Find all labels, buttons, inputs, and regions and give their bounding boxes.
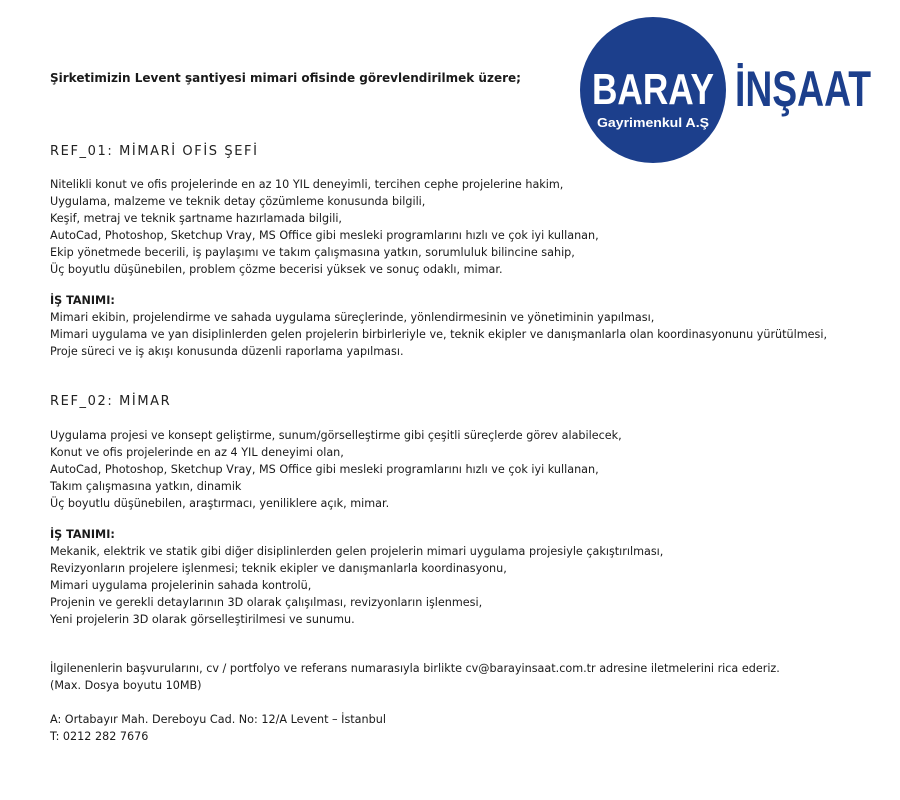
intro-text: Şirketimizin Levent şantiyesi mimari ofisinde görevlendirilmek üzere; <box>50 71 521 85</box>
requirement-line: Uygulama projesi ve konsept geliştirme, sunum/görselleştirme gibi çeşitli süreçlerde görev alabilecek, <box>50 429 622 442</box>
requirement-line: Ekip yönetmede becerili, iş paylaşımı ve takım çalışmasına yatkın, sorumluluk bilincine sahip, <box>50 246 575 259</box>
requirement-line: Üç boyutlu düşünebilen, problem çözme becerisi yüksek ve sonuç odaklı, mimar. <box>50 263 503 276</box>
requirement-line: Uygulama, malzeme ve teknik detay çözümleme konusunda bilgili, <box>50 195 426 208</box>
job-description-heading: İŞ TANIMI: <box>50 528 115 541</box>
job-line: Mimari uygulama projelerinin sahada kontrolü, <box>50 579 312 592</box>
job-line: Mekanik, elektrik ve statik gibi diğer disiplinlerden gelen projelerin mimari uygulama projesiyle çakıştırılması, <box>50 545 664 558</box>
requirement-line: Konut ve ofis projelerinde en az 4 YIL deneyimi olan, <box>50 446 344 459</box>
requirement-line: Takım çalışmasına yatkın, dinamik <box>50 480 242 493</box>
address-text: A: Ortabayır Mah. Dereboyu Cad. No: 12/A Levent – İstanbul <box>50 713 386 726</box>
requirement-line: Nitelikli konut ve ofis projelerinde en az 10 YIL deneyimli, tercihen cephe projelerine hakim, <box>50 178 564 191</box>
requirement-line: AutoCad, Photoshop, Sketchup Vray, MS Office gibi mesleki programlarını hızlı ve çok iyi kullanan, <box>50 229 599 242</box>
baray-logo-graphic <box>578 15 878 165</box>
job-line: Proje süreci ve iş akışı konusunda düzenli raporlama yapılması. <box>50 345 404 358</box>
company-logo <box>578 15 878 165</box>
requirement-line: Üç boyutlu düşünebilen, araştırmacı, yeniliklere açık, mimar. <box>50 497 390 510</box>
job-description-heading: İŞ TANIMI: <box>50 294 115 307</box>
job-line: Projenin ve gerekli detaylarının 3D olarak çalışılması, revizyonların işlenmesi, <box>50 596 483 609</box>
contact-info <box>50 711 386 745</box>
job-line: Mimari uygulama ve yan disiplinlerden gelen projelerin birbirleriyle ve, teknik ekipler ve danışmanlarla olan koordinasyonunu yürütülmesi, <box>50 328 828 341</box>
phone-text: T: 0212 282 7676 <box>50 730 149 743</box>
ref02-job-description <box>50 526 663 628</box>
requirement-line: Keşif, metraj ve teknik şartname hazırlamada bilgili, <box>50 212 342 225</box>
requirement-line: AutoCad, Photoshop, Sketchup Vray, MS Office gibi mesleki programlarını hızlı ve çok iyi kullanan, <box>50 463 599 476</box>
application-instructions <box>50 660 780 694</box>
logo-circle-subtext: Gayrimenkul A.Ş <box>597 115 710 130</box>
job-line: Yeni projelerin 3D olarak görselleştirilmesi ve sunumu. <box>50 613 355 626</box>
ref02-heading: REF_02: MİMAR <box>50 394 172 409</box>
ref01-heading: REF_01: MİMARİ OFİS ŞEFİ <box>50 144 259 159</box>
job-line: Revizyonların projelere işlenmesi; teknik ekipler ve danışmanlarla koordinasyonu, <box>50 562 507 575</box>
ref01-requirements <box>50 176 599 278</box>
logo-side-text: İNŞAAT <box>735 61 871 117</box>
job-line: Mimari ekibin, projelendirme ve sahada uygulama süreçlerinde, yönlendirmesinin ve yönetiminin yapılması, <box>50 311 655 324</box>
application-text: İlgilenenlerin başvurularını, cv / portfolyo ve referans numarasıyla birlikte cv@barayinsaat.com.tr adresine iletmelerini rica ederiz. <box>50 662 780 675</box>
logo-circle-text: BARAY <box>592 65 714 114</box>
file-size-note: (Max. Dosya boyutu 10MB) <box>50 679 202 692</box>
ref01-job-description <box>50 292 827 360</box>
ref02-requirements <box>50 427 622 512</box>
